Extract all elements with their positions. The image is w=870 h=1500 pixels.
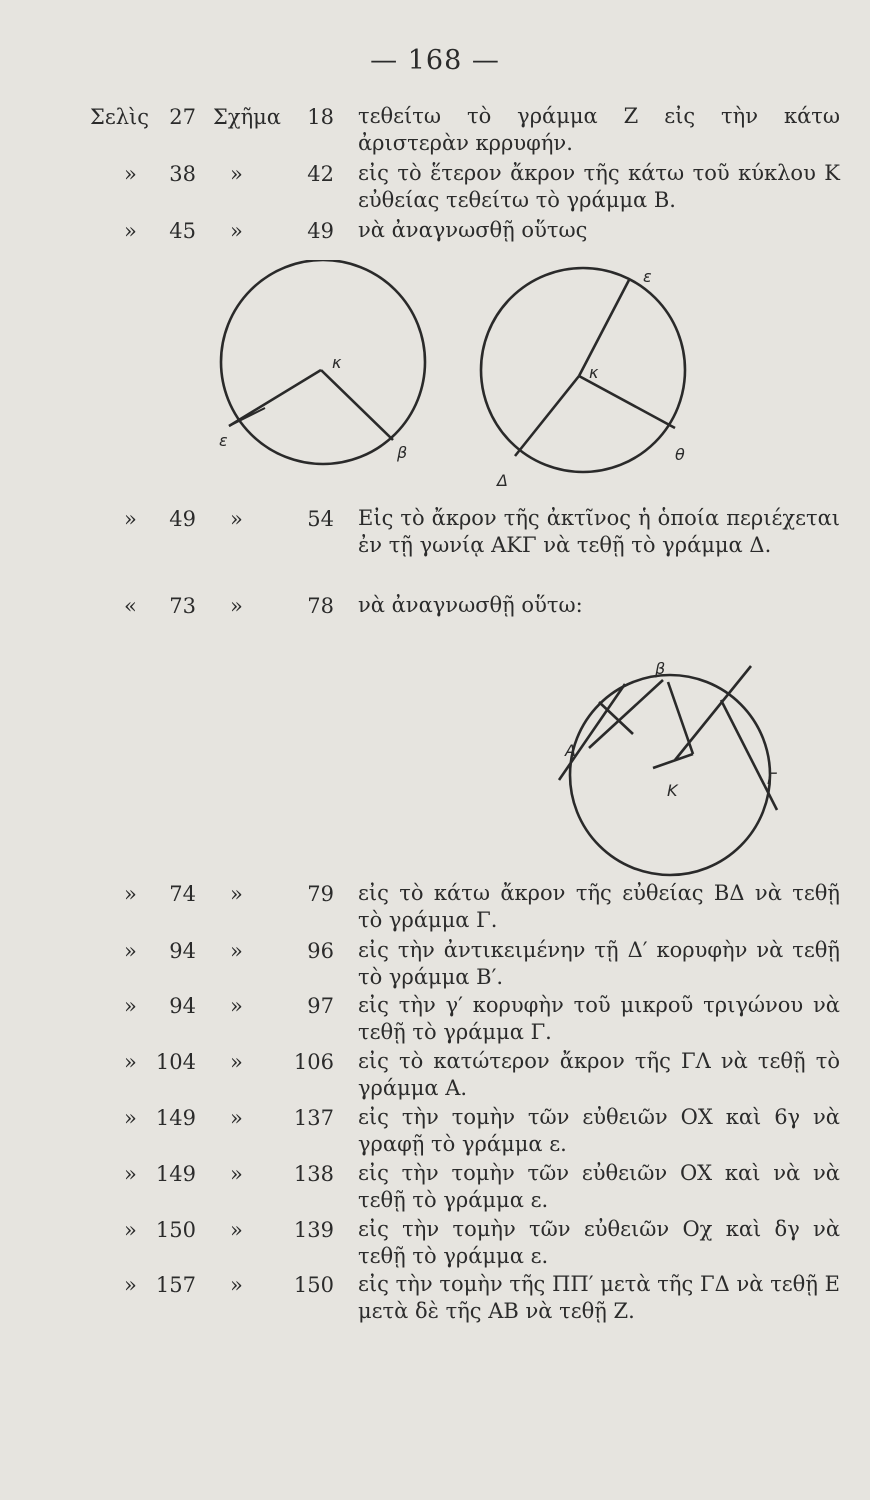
figure-ref: 150	[293, 1273, 334, 1297]
ditto-mark: »	[230, 994, 243, 1018]
secant-line	[559, 684, 625, 780]
page-ref: 94	[169, 939, 196, 963]
figure-ref: 137	[293, 1106, 334, 1130]
figure-circle-zigzag	[545, 650, 795, 880]
correction-text: εἰς τὸ κατώτερον ἄκρον τῆς ΓΛ νὰ τεθῇ τὸ γράμμα Α.	[358, 1049, 840, 1100]
page-ref: 45	[169, 219, 196, 243]
ditto-mark: »	[230, 594, 243, 618]
ditto-mark: »	[124, 994, 137, 1018]
page-ref: 157	[155, 1273, 196, 1297]
figure-ref: 78	[307, 594, 334, 618]
page-ref: 38	[169, 162, 196, 186]
secant-line	[675, 666, 751, 760]
chord-line	[599, 702, 633, 734]
ditto-mark: »	[230, 1273, 243, 1297]
ditto-mark: »	[124, 1050, 137, 1074]
radius-line	[229, 370, 321, 426]
correction-text: εἰς τὴν τομὴν τῶν εὐθειῶν ΟΧ καὶ 6γ νὰ γραφῇ τὸ γράμμα ε.	[358, 1105, 840, 1156]
figure-ref: 139	[293, 1218, 334, 1242]
point-label: β	[397, 443, 408, 462]
radius-line	[321, 370, 393, 440]
ditto-mark: »	[124, 1106, 137, 1130]
circle	[570, 675, 770, 875]
point-label: κ	[589, 363, 599, 382]
ditto-mark: »	[230, 1218, 243, 1242]
correction-text: εἰς τὴν τομὴν τῶν εὐθειῶν ΟΧ καὶ νὰ νὰ τεθῇ τὸ γράμμα ε.	[358, 1161, 840, 1212]
figure-ref: 49	[307, 219, 334, 243]
page-label: Σελὶς	[90, 105, 150, 129]
ditto-mark: »	[124, 939, 137, 963]
point-label: θ	[675, 445, 685, 464]
correction-text: εἰς τὸ κάτω ἄκρον τῆς εὐθείας ΒΔ νὰ τεθῇ τὸ γράμμα Γ.	[358, 881, 840, 932]
figure-circle-radii-1	[205, 260, 445, 480]
ditto-mark: »	[230, 1050, 243, 1074]
page-ref: 49	[169, 507, 196, 531]
ditto-mark: »	[124, 1273, 137, 1297]
ditto-mark: »	[230, 219, 243, 243]
correction-text: νὰ ἀναγνωσθῇ οὕτως	[358, 218, 588, 242]
point-label: β	[655, 659, 666, 678]
ditto-mark: »	[230, 939, 243, 963]
point-label: Γ	[767, 769, 776, 788]
point-label: ε	[643, 267, 652, 286]
ditto-mark: »	[124, 507, 137, 531]
page-ref: 149	[155, 1106, 196, 1130]
correction-text: εἰς τὴν τομὴν τῶν εὐθειῶν Οχ καὶ δγ νὰ τεθῇ τὸ γράμμα ε.	[358, 1217, 840, 1268]
correction-text: τεθείτω τὸ γράμμα Ζ εἰς τὴν κάτω ἀριστερὰν κρρυφήν.	[358, 104, 840, 155]
ditto-mark: »	[124, 162, 137, 186]
figure-ref: 18	[307, 105, 334, 129]
figure-ref: 138	[293, 1162, 334, 1186]
radius-line	[653, 754, 693, 768]
ditto-mark: »	[230, 507, 243, 531]
figure-ref: 54	[307, 507, 334, 531]
point-label: Δ	[497, 471, 508, 490]
point-label: ε	[219, 431, 228, 450]
correction-text: εἰς τὸ ἕτερον ἄκρον τῆς κάτω τοῦ κύκλου Κ εὐθείας τεθείτω τὸ γράμμα Β.	[358, 161, 840, 212]
ditto-mark: «	[124, 594, 137, 618]
secant-line	[589, 680, 663, 748]
page-ref: 74	[169, 882, 196, 906]
circle	[221, 260, 425, 464]
figure-ref: 106	[293, 1050, 334, 1074]
radius-line	[579, 280, 629, 376]
page-ref: 73	[169, 594, 196, 618]
correction-text: Εἰς τὸ ἄκρον τῆς ἀκτῖνος ἡ ὁποία περιέχεται ἐν τῇ γωνίᾳ ΑΚΓ νὰ τεθῇ τὸ γράμμα Δ.	[358, 506, 840, 557]
ditto-mark: »	[124, 1162, 137, 1186]
page-ref: 27	[169, 105, 196, 129]
ditto-mark: »	[230, 882, 243, 906]
ditto-mark: »	[230, 1106, 243, 1130]
ditto-mark: »	[124, 219, 137, 243]
figure-ref: 79	[307, 882, 334, 906]
figure-ref: 42	[307, 162, 334, 186]
figure-label: Σχῆμα	[213, 105, 281, 129]
point-label: Κ	[667, 781, 678, 800]
ditto-mark: »	[230, 1162, 243, 1186]
page-ref: 104	[155, 1050, 196, 1074]
page-ref: 149	[155, 1162, 196, 1186]
point-label: Α	[565, 741, 576, 760]
page-number: — 168 —	[370, 45, 500, 76]
correction-text: εἰς τὴν γ′ κορυφὴν τοῦ μικροῦ τριγώνου νὰ τεθῇ τὸ γράμμα Γ.	[358, 993, 840, 1044]
correction-text: νὰ ἀναγνωσθῇ οὕτω:	[358, 593, 583, 617]
radius-line	[515, 376, 579, 456]
ditto-mark: »	[124, 882, 137, 906]
ditto-mark: »	[230, 162, 243, 186]
figure-ref: 97	[307, 994, 334, 1018]
point-label: κ	[332, 353, 342, 372]
correction-text: εἰς τὴν ἀντικειμένην τῇ Δ′ κορυφὴν νὰ τεθῇ τὸ γράμμα Β′.	[358, 938, 840, 989]
ditto-mark: »	[124, 1218, 137, 1242]
page-ref: 94	[169, 994, 196, 1018]
figure-circle-radii-2	[475, 260, 725, 490]
page-ref: 150	[155, 1218, 196, 1242]
radius-line	[579, 376, 675, 428]
figure-ref: 96	[307, 939, 334, 963]
correction-text: εἰς τὴν τομὴν τῆς ΠΠ′ μετὰ τῆς ΓΔ νὰ τεθῇ Ε μετὰ δὲ τῆς ΑΒ νὰ τεθῇ Ζ.	[358, 1272, 840, 1323]
